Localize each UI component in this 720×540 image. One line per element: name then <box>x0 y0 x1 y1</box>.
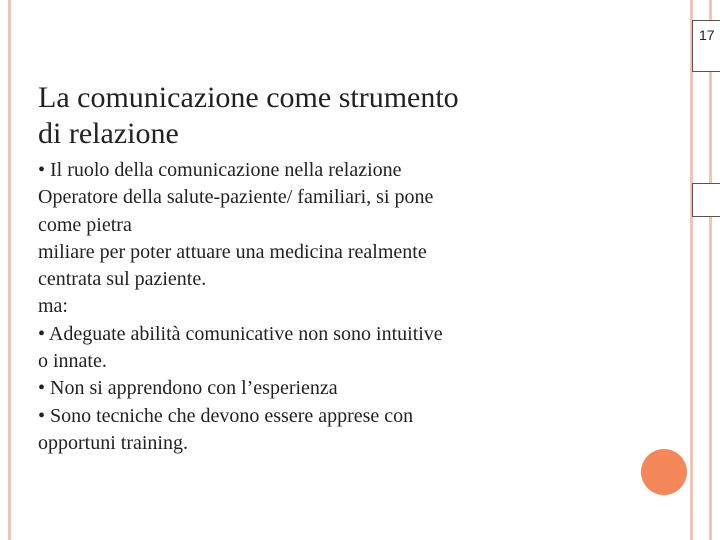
body-line: • Il ruolo della comunicazione nella relazione <box>38 159 402 181</box>
body-line: opportuni training. <box>38 431 188 454</box>
body-line: come pietra <box>38 213 132 236</box>
body-line: • Sono tecniche che devono essere apprese con <box>38 404 414 427</box>
slide-title <box>38 80 638 152</box>
decorative-box <box>692 183 720 217</box>
right-rail <box>690 0 693 540</box>
body-line: • Adeguate abilità comunicative non sono intuitive <box>38 322 443 345</box>
body-line: • Non si apprendono con l’esperienza <box>38 377 338 400</box>
right-rail-inner <box>709 0 712 540</box>
slide-body <box>38 157 598 457</box>
body-line: Operatore della salute-paziente/ familiari, si pone <box>38 186 434 209</box>
title-line: La comunicazione come strumento <box>38 81 459 114</box>
title-line: di relazione <box>38 117 179 150</box>
body-line: ma: <box>38 295 68 318</box>
body-line: centrata sul paziente. <box>38 268 207 291</box>
orange-circle-decoration <box>641 449 687 495</box>
body-line: o innate. <box>38 350 107 373</box>
slide-number: 17 <box>699 27 715 43</box>
left-frame-line <box>8 0 11 540</box>
body-line: miliare per poter attuare una medicina realmente <box>38 240 427 263</box>
